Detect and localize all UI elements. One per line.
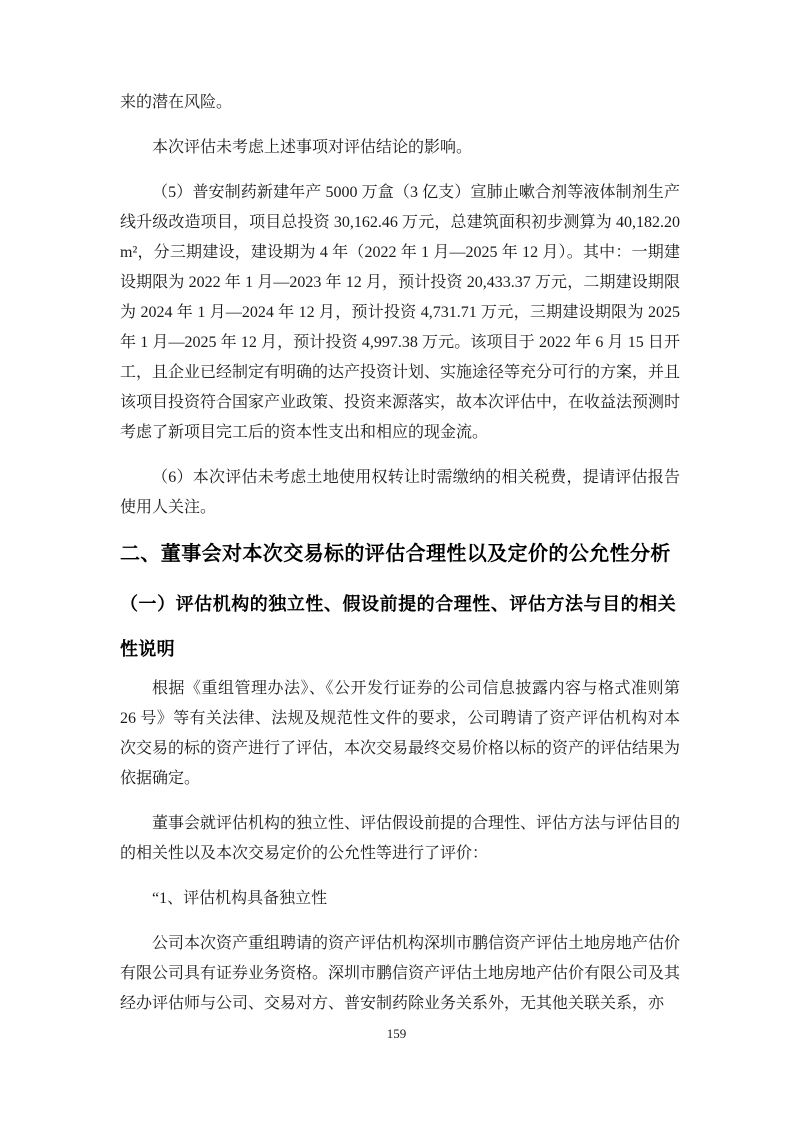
paragraph-quote-independence: “1、评估机构具备独立性 bbox=[152, 890, 328, 907]
paragraph-board-review: 董事会就评估机构的独立性、评估假设前提的合理性、评估方法与评估目的的相关性以及本次交易定价的公允性等进行了评价： bbox=[120, 815, 681, 862]
document-content bbox=[120, 88, 680, 1034]
paragraph-evaluation-impact: 本次评估未考虑上述事项对评估结论的影响。 bbox=[152, 139, 473, 156]
paragraph-risk-continuation: 来的潜在风险。 bbox=[120, 94, 233, 111]
section-heading-2: 二、董事会对本次交易标的评估合理性以及定价的公允性分析 bbox=[120, 543, 671, 565]
paragraph-appraisal-agency: 公司本次资产重组聘请的资产评估机构深圳市鹏信资产评估土地房地产估价有限公司具有证券业务资格。深圳市鹏信资产评估土地房地产估价有限公司及其经办评估师与公司、交易对方、普安制药除业务关系外，无其他关联关系，亦 bbox=[120, 935, 681, 1012]
paragraph-item-6-taxes: （6）本次评估未考虑土地使用权转让时需缴纳的相关税费，提请评估报告使用人关注。 bbox=[120, 469, 680, 516]
subsection-heading-1: （一）评估机构的独立性、假设前提的合理性、评估方法与目的相关性说明 bbox=[120, 594, 676, 659]
page-number: 159 bbox=[386, 1026, 407, 1041]
paragraph-legal-basis: 根据《重组管理办法》、《公开发行证券的公司信息披露内容与格式准则第 26 号》等有关法律、法规及规范性文件的要求，公司聘请了资产评估机构对本次交易的标的资产进行了评估，本次交易最终交易价格以标的资产的评估结果为依据确定。 bbox=[120, 680, 681, 787]
paragraph-item-5-project: （5）普安制药新建年产 5000 万盒（3 亿支）宣肺止嗽合剂等液体制剂生产线升级改造项目，项目总投资 30,162.46 万元，总建筑面积初步测算为 40,182.20 m²，分三期建设，建设期为 4 年（2022 年 1 月—2025 年 12 月）。其中：一期建设期限为 2022 年 1 月—2023 年 12 月，预计投资 20,433.37 万元，二期建设期限为 2024 年 1 月—2024 年 12 月，预计投资 4,731.71 万元，三期建设期限为 2025 年 1 月—2025 年 12 月，预计投资 4,997.38 万元。该项目于 2022 年 6 月 15 日开工，且企业已经制定有明确的达产投资计划、实施途径等充分可行的方案，并且该项目投资符合国家产业政策、投资来源落实，故本次评估中，在收益法预测时考虑了新项目完工后的资本性支出和相应的现金流。 bbox=[120, 184, 681, 441]
